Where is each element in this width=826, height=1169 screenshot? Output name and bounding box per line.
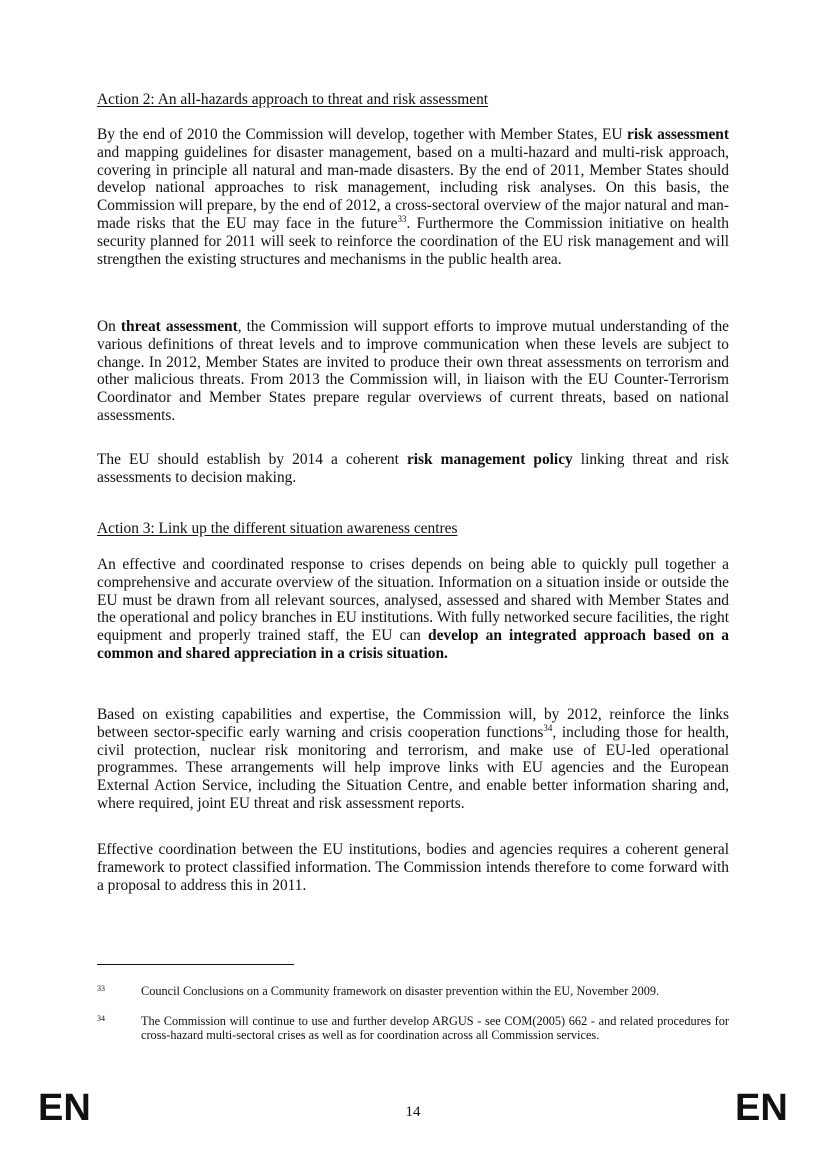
action2-paragraph-1 xyxy=(97,126,729,268)
text-run: linking threat and risk assessments to decision making. xyxy=(97,451,729,486)
action2-paragraph-3 xyxy=(97,451,729,487)
footnote-34 xyxy=(97,1014,729,1042)
footnote-number: 34 xyxy=(97,1014,105,1023)
footnote-separator xyxy=(97,964,294,965)
text-run: On xyxy=(97,318,121,335)
bold-term-risk-management-policy: risk management policy xyxy=(406,451,573,468)
footnote-ref-33[interactable]: 33 xyxy=(397,213,407,224)
text-run: . xyxy=(444,644,448,662)
text-run: By the end of 2010 the Commission will develop, together with Member States, EU xyxy=(97,126,627,143)
action3-paragraph-2 xyxy=(97,706,729,813)
action2-paragraph-2 xyxy=(97,318,729,425)
bold-term-risk-assessment: risk assessment xyxy=(627,126,729,143)
text-run: Based on existing capabilities and expertise, the Commission will, by 2012, reinforce the links between sector-specific early warning and crisis cooperation functions xyxy=(97,706,729,741)
footnote-33 xyxy=(97,984,729,998)
action2-heading: Action 2: An all-hazards approach to threat and risk assessment xyxy=(97,91,489,108)
text-run: , including those for health, civil protection, nuclear risk monitoring and terrorism, and make use of EU-led operational programmes. These arrangements will help improve links with EU agencies and the European External Action Service, including the Situation Centre, and enable better information sharing and, where required, joint EU threat and risk assessment reports. xyxy=(97,723,729,812)
text-run: The EU should establish by 2014 a coherent xyxy=(97,451,407,468)
text-run: . Furthermore the Commission initiative on health security planned for 2011 will seek to reinforce the coordination of the EU risk management and will strengthen the existing structures and mechanisms in the public health area. xyxy=(97,214,729,268)
footnote-ref-34[interactable]: 34 xyxy=(543,722,553,733)
footnote-number: 33 xyxy=(97,984,105,993)
footnote-text: Council Conclusions on a Community framework on disaster prevention within the EU, November 2009. xyxy=(141,984,660,998)
language-code-right: EN xyxy=(735,1087,788,1129)
action3-paragraph-3: Effective coordination between the EU institutions, bodies and agencies requires a coherent general framework to protect classified information. The Commission intends therefore to come forward with a proposal to address this in 2011. xyxy=(97,841,729,894)
action3-paragraph-1 xyxy=(97,556,729,663)
page-number: 14 xyxy=(405,1104,421,1120)
action3-heading: Action 3: Link up the different situation awareness centres xyxy=(97,520,458,537)
text-run: , the Commission will support efforts to improve mutual understanding of the various definitions of threat levels and to improve communication when these levels are subject to change. In 2012, Member States are invited to produce their own threat assessments on terrorism and other malicious threats. From 2013 the Commission will, in liaison with the EU Counter-Terrorism Coordinator and Member States prepare regular overviews of current threats, based on national assessments. xyxy=(97,318,729,424)
text-run: An effective and coordinated response to crises depends on being able to quickly pull together a comprehensive and accurate overview of the situation. Information on a situation inside or outside the EU must be drawn from all relevant sources, analysed, assessed and shared with Member States and the operational and policy branches in EU institutions. With fully networked secure facilities, the right equipment and properly trained staff, the EU can xyxy=(97,556,729,645)
bold-phrase-integrated-approach: develop an integrated approach based on a common and shared appreciation in a crisis situation xyxy=(97,627,729,662)
footnote-text: The Commission will continue to use and further develop ARGUS - see COM(2005) 662 - and related procedures for cross-hazard multi-sectoral crises as well as for coordination across all Commission services. xyxy=(141,1014,729,1043)
language-code-left: EN xyxy=(38,1087,91,1129)
bold-term-threat-assessment: threat assessment xyxy=(120,318,238,335)
text-run: and mapping guidelines for disaster management, based on a multi-hazard and multi-risk approach, covering in principle all natural and man-made disasters. By the end of 2011, Member States should develop national approaches to risk management, including risk analyses. On this basis, the Commission will prepare, by the end of 2012, a cross-sectoral overview of the major natural and man-made risks that the EU may face in the future xyxy=(97,143,729,232)
